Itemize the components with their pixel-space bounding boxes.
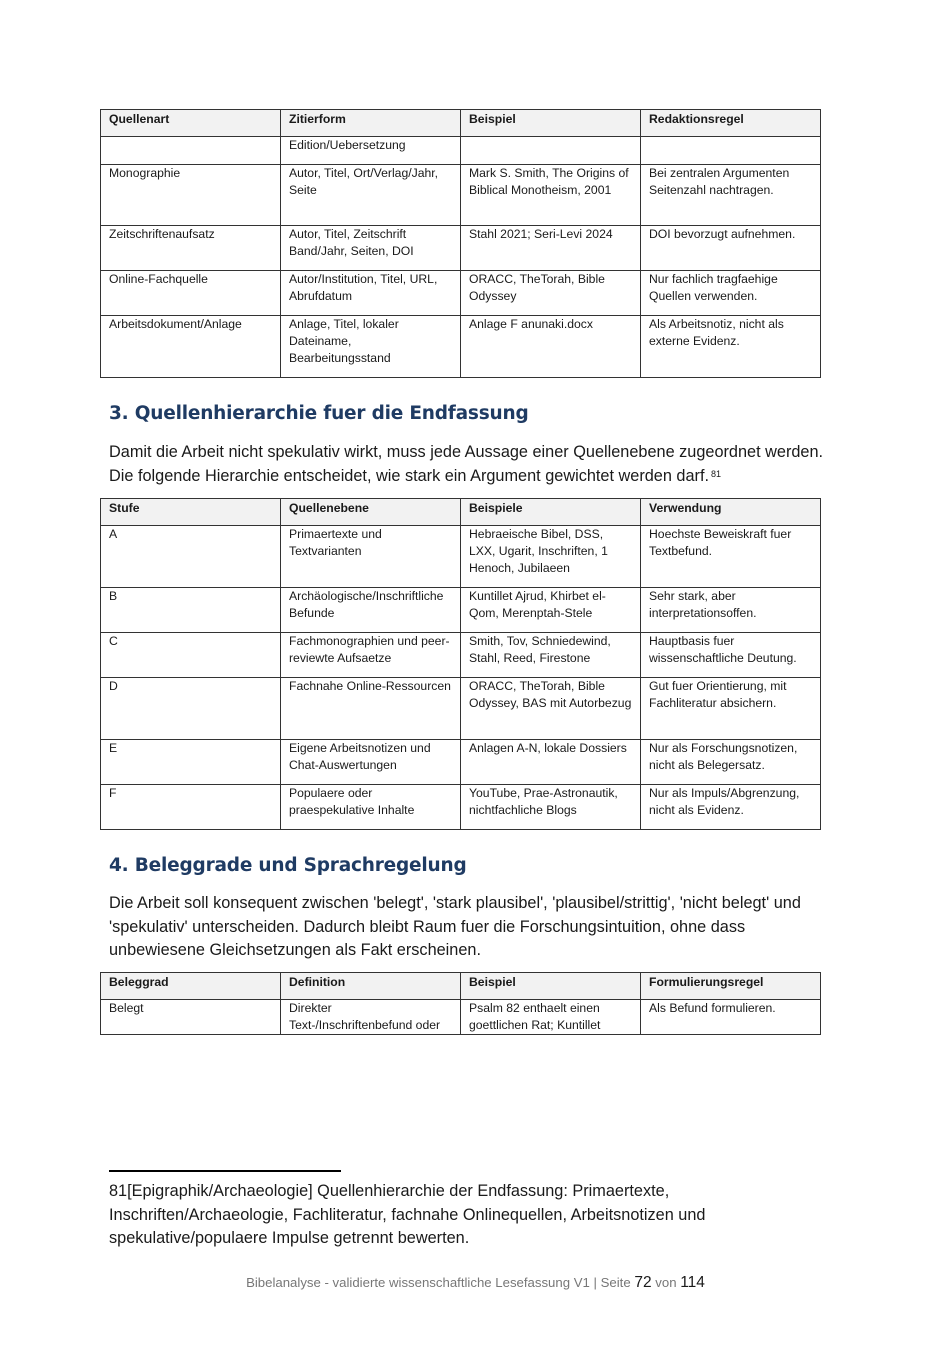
table-cell: Primaertexte und Textvarianten [281,526,461,588]
table-cell: Arbeitsdokument/Anlage [101,316,281,378]
source-hierarchy-table [100,498,821,830]
column-header: Quellenebene [281,499,461,526]
table-cell [641,137,821,165]
table-cell: Sehr stark, aber interpretationsoffen. [641,588,821,633]
table-cell: Kuntillet Ajrud, Khirbet el-Qom, Merenptah-Stele [461,588,641,633]
source-type-table [100,109,821,378]
table-cell: Anlage F anunaki.docx [461,316,641,378]
table-cell: Nur als Forschungsnotizen, nicht als Belegersatz. [641,740,821,785]
table-cell: Autor/Institution, Titel, URL, Abrufdatum [281,271,461,316]
section-paragraph [109,441,839,488]
table-cell: Gut fuer Orientierung, mit Fachliteratur absichern. [641,678,821,740]
column-header: Quellenart [101,110,281,137]
footnote-separator [109,1170,341,1172]
table-cell: Archäologische/Inschriftliche Befunde [281,588,461,633]
table-row [101,740,821,785]
table-header-row [101,110,821,137]
footnote-text: 81[Epigraphik/Archaeologie] Quellenhierarchie der Endfassung: Primaertexte, Inschriften/Archaeologie, Fachliteratur, fachnahe Onlinequellen, Arbeitsnotizen und spekulative/populaere Impulse getrennt bewerten. [109,1182,706,1247]
footnote-reference: 81 [711,468,722,479]
footer-of: von [655,1275,677,1290]
table-row [101,588,821,633]
column-header: Formulierungsregel [641,973,821,1000]
table-row [101,226,821,271]
table-cell: Stahl 2021; Seri-Levi 2024 [461,226,641,271]
table-cell: Smith, Tov, Schniedewind, Stahl, Reed, Firestone [461,633,641,678]
table-cell: Mark S. Smith, The Origins of Biblical Monotheism, 2001 [461,165,641,226]
column-header: Stufe [101,499,281,526]
table-cell: Edition/Uebersetzung [281,137,461,165]
table-cell [101,137,281,165]
table-cell: Als Befund formulieren. [641,1000,821,1035]
table-cell: Fachmonographien und peer-reviewte Aufsaetze [281,633,461,678]
table-row [101,526,821,588]
table-cell: Zeitschriftenaufsatz [101,226,281,271]
column-header: Redaktionsregel [641,110,821,137]
table-cell: Fachnahe Online-Ressourcen [281,678,461,740]
page-number: 72 [634,1274,652,1291]
footer-label: Bibelanalyse - validierte wissenschaftliche Lesefassung V1 | Seite [246,1275,631,1290]
column-header: Definition [281,973,461,1000]
page-footer [0,1274,951,1292]
section-heading: 4. Beleggrade und Sprachregelung [109,855,467,876]
table-row [101,785,821,830]
table-cell: Psalm 82 enthaelt einen goettlichen Rat; Kuntillet [461,1000,641,1035]
column-header: Zitierform [281,110,461,137]
table-cell: A [101,526,281,588]
table-row [101,165,821,226]
table-cell: Direkter Text-/Inschriftenbefund oder [281,1000,461,1035]
table-cell: DOI bevorzugt aufnehmen. [641,226,821,271]
table-cell: ORACC, TheTorah, Bible Odyssey [461,271,641,316]
column-header: Beleggrad [101,973,281,1000]
table-cell: Hebraeische Bibel, DSS, LXX, Ugarit, Inschriften, 1 Henoch, Jubilaeen [461,526,641,588]
table-cell: YouTube, Prae-Astronautik, nichtfachliche Blogs [461,785,641,830]
table-cell: Bei zentralen Argumenten Seitenzahl nachtragen. [641,165,821,226]
page-total: 114 [680,1274,705,1291]
table-header-row [101,973,821,1000]
table-row [101,1000,821,1035]
table-cell: Autor, Titel, Ort/Verlag/Jahr, Seite [281,165,461,226]
column-header: Beispiele [461,499,641,526]
table-header-row [101,499,821,526]
table-row [101,271,821,316]
paragraph-text: Damit die Arbeit nicht spekulativ wirkt, muss jede Aussage einer Quellenebene zugeordnet werden. Die folgende Hierarchie entscheidet, wie stark ein Argument gewichtet werden darf. [109,443,824,485]
table-cell: Monographie [101,165,281,226]
table-cell: Eigene Arbeitsnotizen und Chat-Auswertungen [281,740,461,785]
table-cell: Autor, Titel, Zeitschrift Band/Jahr, Seiten, DOI [281,226,461,271]
table-cell: Nur fachlich tragfaehige Quellen verwenden. [641,271,821,316]
table-cell: Nur als Impuls/Abgrenzung, nicht als Evidenz. [641,785,821,830]
table-cell: B [101,588,281,633]
table-cell: C [101,633,281,678]
table-row [101,137,821,165]
table-cell: Hauptbasis fuer wissenschaftliche Deutung. [641,633,821,678]
table-row [101,316,821,378]
table-cell: E [101,740,281,785]
table-cell [461,137,641,165]
table-row [101,633,821,678]
table-cell: Belegt [101,1000,281,1035]
table-cell: D [101,678,281,740]
table-cell: F [101,785,281,830]
table-cell: Online-Fachquelle [101,271,281,316]
column-header: Beispiel [461,110,641,137]
table-cell: Hoechste Beweiskraft fuer Textbefund. [641,526,821,588]
column-header: Beispiel [461,973,641,1000]
table-cell: ORACC, TheTorah, Bible Odyssey, BAS mit Autorbezug [461,678,641,740]
table-cell: Populaere oder praespekulative Inhalte [281,785,461,830]
section-heading: 3. Quellenhierarchie fuer die Endfassung [109,403,529,424]
table-row [101,678,821,740]
table-cell: Anlagen A-N, lokale Dossiers [461,740,641,785]
table-cell: Anlage, Titel, lokaler Dateiname, Bearbeitungsstand [281,316,461,378]
column-header: Verwendung [641,499,821,526]
section-paragraph: Die Arbeit soll konsequent zwischen 'belegt', 'stark plausibel', 'plausibel/strittig', 'nicht belegt' und 'spekulativ' unterscheiden. Dadurch bleibt Raum fuer die Forschungsintuition, ohne dass unbewiesene Gleichsetzungen als Fakt erscheinen. [109,894,801,959]
evidence-grade-table [100,972,821,1035]
table-cell: Als Arbeitsnotiz, nicht als externe Evidenz. [641,316,821,378]
